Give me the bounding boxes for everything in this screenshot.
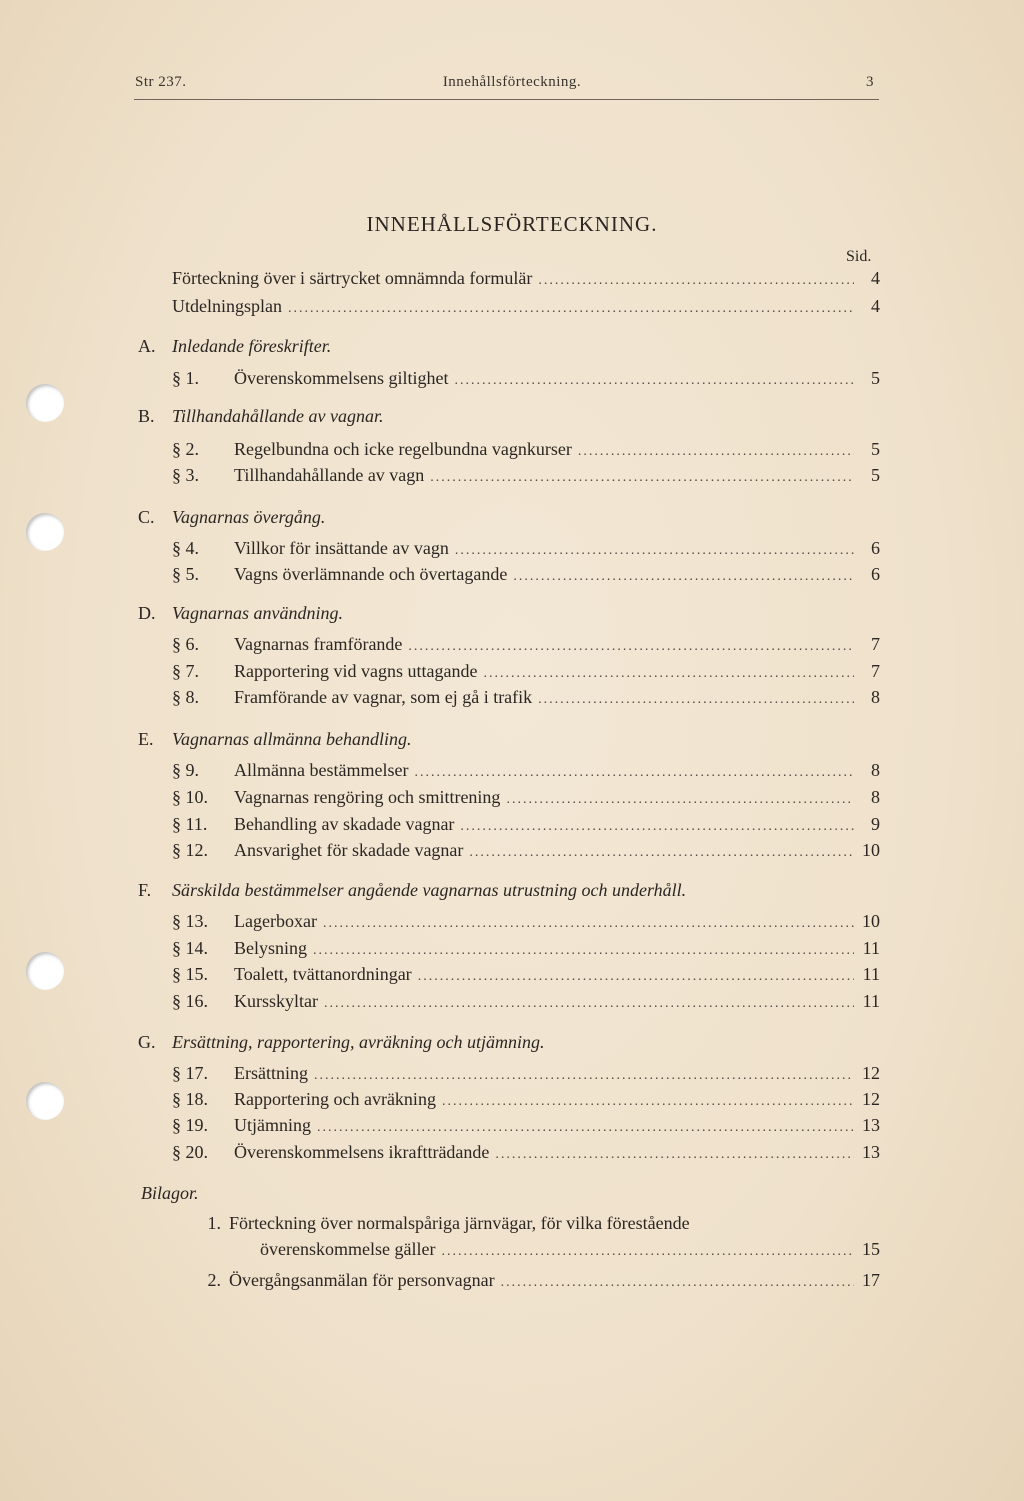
header-page-number: 3 <box>866 74 874 90</box>
header-rule <box>134 99 879 100</box>
section-heading <box>138 601 343 625</box>
paragraph-number: § 20. <box>172 1142 208 1162</box>
toc-entry-text: Allmänna bestämmelser <box>234 760 409 780</box>
leader-dots <box>314 1064 854 1088</box>
toc-entry-page: 12 <box>862 1063 880 1083</box>
toc-entry-page: 4 <box>871 296 880 316</box>
header-left: Str 237. <box>135 74 187 90</box>
toc-entry-page: 13 <box>862 1142 880 1162</box>
leader-dots <box>538 688 854 712</box>
appendix-text: Övergångsanmälan för personvagnar <box>229 1270 495 1290</box>
paragraph-number: § 8. <box>172 687 199 707</box>
toc-entry <box>172 536 880 560</box>
toc-entry-text: Tillhandahållande av vagn <box>234 465 425 485</box>
toc-entry-page: 6 <box>871 564 880 584</box>
page-title: INNEHÅLLSFÖRTECKNING. <box>366 212 658 236</box>
appendix-text: Förteckning över normalspåriga järnvägar, för vilka förestående <box>229 1213 690 1233</box>
leader-dots <box>538 269 854 293</box>
appendix-entry <box>195 1211 855 1235</box>
section-letter: G. <box>138 1032 156 1052</box>
appendix-text: överenskommelse gäller <box>260 1239 436 1259</box>
toc-entry-text: Vagns överlämnande och övertagande <box>234 564 508 584</box>
toc-entry-text: Utdelningsplan <box>172 296 282 316</box>
leader-dots <box>513 565 854 589</box>
toc-entry-page: 11 <box>862 991 880 1011</box>
leader-dots <box>324 992 854 1016</box>
paragraph-number: § 19. <box>172 1115 208 1135</box>
leader-dots <box>418 965 854 989</box>
paragraph-number: § 11. <box>172 814 208 834</box>
toc-entry-page: 11 <box>862 964 880 984</box>
appendix-page: 17 <box>862 1270 880 1290</box>
section-letter: B. <box>138 406 155 426</box>
toc-entry <box>172 366 880 390</box>
toc-entry <box>172 294 880 318</box>
toc-entry <box>172 1113 880 1137</box>
toc-entry <box>172 812 880 836</box>
toc-entry-page: 12 <box>862 1089 880 1109</box>
toc-entry-text: Vagnarnas rengöring och smittrening <box>234 787 501 807</box>
section-heading <box>138 878 686 902</box>
section-letter: A. <box>138 336 156 356</box>
toc-entry-page: 5 <box>871 368 880 388</box>
section-title: Inledande föreskrifter. <box>172 336 332 356</box>
toc-entry-page: 10 <box>862 840 880 860</box>
toc-entry-text: Behandling av skadade vagnar <box>234 814 455 834</box>
toc-entry-page: 10 <box>862 911 880 931</box>
toc-entry <box>172 562 880 586</box>
toc-entry <box>172 989 880 1013</box>
toc-entry <box>172 632 880 656</box>
toc-entry-text: Ersättning <box>234 1063 308 1083</box>
appendix-entry <box>195 1268 880 1292</box>
toc-entry-text: Framförande av vagnar, som ej gå i trafik <box>234 687 533 707</box>
header-center: Innehållsförteckning. <box>442 74 582 90</box>
paragraph-number: § 6. <box>172 634 199 654</box>
toc-entry-text: Villkor för insättande av vagn <box>234 538 449 558</box>
leader-dots <box>469 841 854 865</box>
paragraph-number: § 14. <box>172 938 208 958</box>
section-letter: F. <box>138 880 152 900</box>
paragraph-number: § 9. <box>172 760 199 780</box>
page-column-label: Sid. <box>846 248 872 265</box>
paragraph-number: § 4. <box>172 538 199 558</box>
section-title: Ersättning, rapportering, avräkning och utjämning. <box>172 1032 545 1052</box>
toc-entry-text: Utjämning <box>234 1115 311 1135</box>
paragraph-number: § 7. <box>172 661 199 681</box>
punch-hole <box>26 384 64 422</box>
toc-entry-text: Överenskommelsens ikraftträdande <box>234 1142 490 1162</box>
leader-dots <box>455 539 854 563</box>
punch-hole <box>26 1082 64 1120</box>
paragraph-number: § 3. <box>172 465 199 485</box>
toc-entry-text: Ansvarighet för skadade vagnar <box>234 840 464 860</box>
leader-dots <box>441 1240 854 1264</box>
toc-entry-page: 5 <box>871 465 880 485</box>
leader-dots <box>454 369 854 393</box>
leader-dots <box>501 1271 854 1295</box>
toc-entry-page: 5 <box>871 439 880 459</box>
toc-entry-page: 13 <box>862 1115 880 1135</box>
paragraph-number: § 18. <box>172 1089 208 1109</box>
toc-entry-page: 9 <box>871 814 880 834</box>
leader-dots <box>317 1116 854 1140</box>
paragraph-number: § 1. <box>172 368 199 388</box>
paragraph-number: § 5. <box>172 564 199 584</box>
toc-entry <box>172 463 880 487</box>
section-title: Vagnarnas användning. <box>172 603 343 623</box>
leader-dots <box>408 635 854 659</box>
section-heading <box>138 1030 545 1054</box>
paragraph-number: § 17. <box>172 1063 208 1083</box>
punch-hole <box>26 952 64 990</box>
toc-entry <box>172 437 880 461</box>
toc-entry-page: 8 <box>871 760 880 780</box>
leader-dots <box>483 662 854 686</box>
toc-entry <box>172 936 880 960</box>
toc-entry-page: 8 <box>871 687 880 707</box>
paragraph-number: § 15. <box>172 964 208 984</box>
toc-entry-text: Förteckning över i särtrycket omnämnda formulär <box>172 268 533 288</box>
paragraph-number: § 13. <box>172 911 208 931</box>
leader-dots <box>430 466 854 490</box>
appendix-page: 15 <box>862 1239 880 1259</box>
appendix-heading: Bilagor. <box>141 1183 199 1203</box>
leader-dots <box>414 761 854 785</box>
toc-entry <box>172 1061 880 1085</box>
paragraph-number: § 2. <box>172 439 199 459</box>
leader-dots <box>578 440 854 464</box>
toc-entry-page: 4 <box>871 268 880 288</box>
leader-dots <box>313 939 854 963</box>
paragraph-number: § 12. <box>172 840 208 860</box>
toc-entry-page: 6 <box>871 538 880 558</box>
appendix-number: 2. <box>207 1270 221 1290</box>
toc-entry-text: Lagerboxar <box>234 911 317 931</box>
section-heading <box>138 505 325 529</box>
toc-entry-text: Belysning <box>234 938 308 958</box>
toc-entry-page: 11 <box>862 938 880 958</box>
toc-entry-page: 7 <box>871 661 880 681</box>
toc-entry-page: 7 <box>871 634 880 654</box>
section-title: Vagnarnas övergång. <box>172 507 326 527</box>
section-heading <box>138 404 384 428</box>
toc-entry-text: Kursskyltar <box>234 991 318 1011</box>
appendix-number: 1. <box>207 1213 221 1233</box>
toc-entry <box>172 909 880 933</box>
paragraph-number: § 16. <box>172 991 208 1011</box>
toc-entry <box>172 838 880 862</box>
toc-entry-text: Regelbundna och icke regelbundna vagnkurser <box>234 439 572 459</box>
toc-entry <box>172 785 880 809</box>
toc-entry-text: Överenskommelsens giltighet <box>234 368 449 388</box>
section-heading <box>138 334 331 358</box>
section-title: Särskilda bestämmelser angående vagnarnas utrustning och underhåll. <box>172 880 687 900</box>
toc-entry <box>172 1140 880 1164</box>
toc-entry-text: Toalett, tvättanordningar <box>234 964 412 984</box>
section-letter: D. <box>138 603 156 623</box>
toc-entry <box>172 1087 880 1111</box>
toc-entry <box>172 659 880 683</box>
leader-dots <box>495 1143 854 1167</box>
appendix-entry-continued <box>260 1237 880 1261</box>
toc-entry-text: Rapportering vid vagns uttagande <box>234 661 478 681</box>
punch-hole <box>26 513 64 551</box>
toc-entry-page: 8 <box>871 787 880 807</box>
section-title: Tillhandahållande av vagnar. <box>172 406 384 426</box>
leader-dots <box>460 815 854 839</box>
section-letter: E. <box>138 729 154 749</box>
toc-entry <box>172 685 880 709</box>
paragraph-number: § 10. <box>172 787 208 807</box>
toc-entry <box>172 758 880 782</box>
toc-entry-text: Rapportering och avräkning <box>234 1089 436 1109</box>
section-title: Vagnarnas allmänna behandling. <box>172 729 412 749</box>
toc-entry <box>172 266 880 290</box>
toc-entry-text: Vagnarnas framförande <box>234 634 403 654</box>
leader-dots <box>323 912 854 936</box>
leader-dots <box>506 788 854 812</box>
section-heading <box>138 727 412 751</box>
leader-dots <box>288 297 854 321</box>
toc-entry <box>172 962 880 986</box>
section-letter: C. <box>138 507 155 527</box>
leader-dots <box>442 1090 854 1114</box>
